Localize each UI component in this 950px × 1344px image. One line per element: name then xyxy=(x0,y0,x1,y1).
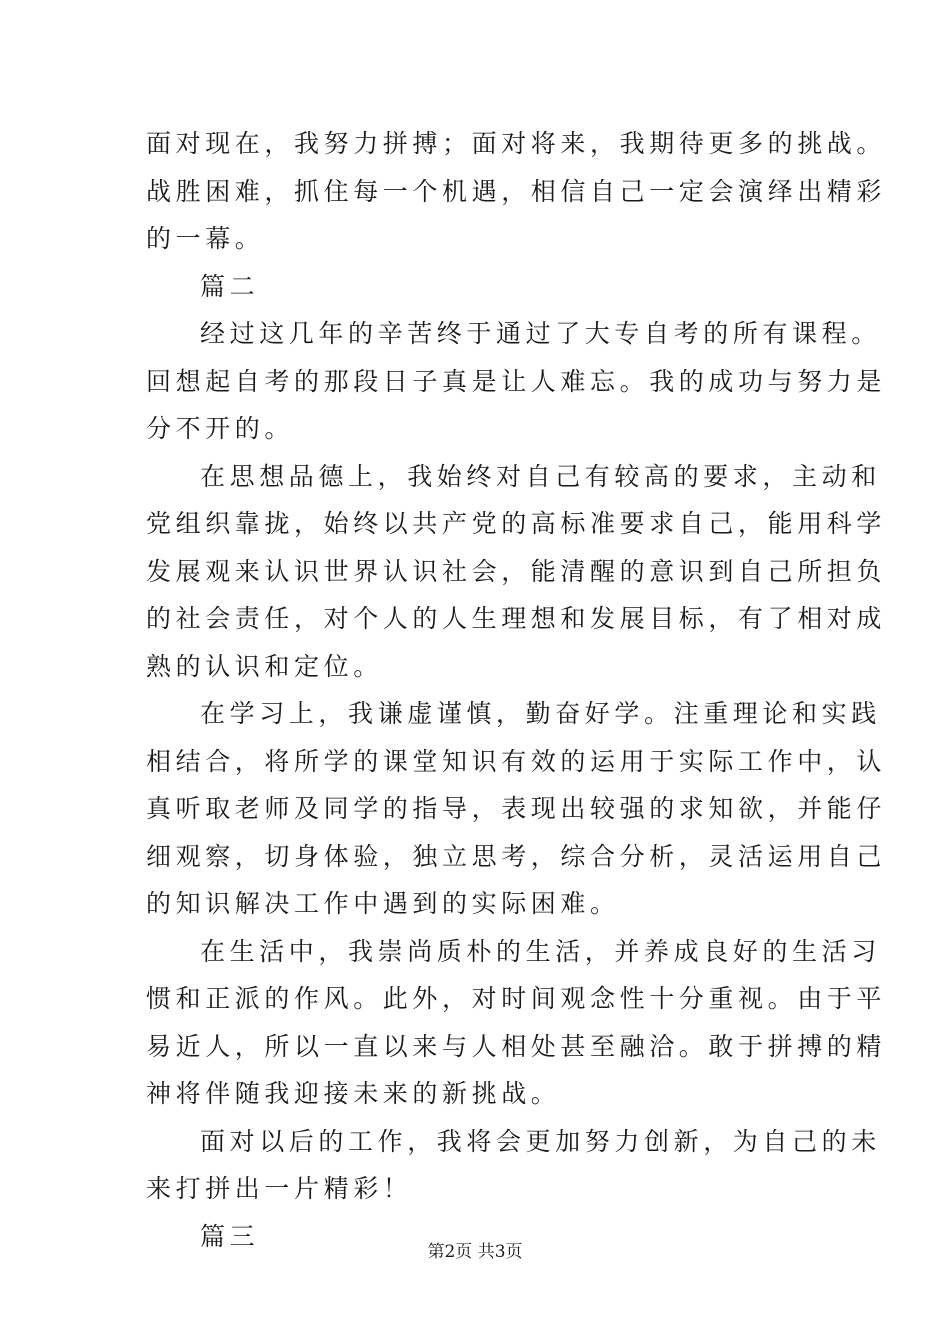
text-line: 惯和正派的作风。此外，对时间观念性十分重视。由于平 xyxy=(146,984,887,1013)
text-line: 分不开的。 xyxy=(146,414,295,443)
text-line: 的社会责任，对个人的人生理想和发展目标，有了相对成 xyxy=(146,604,887,633)
document-body xyxy=(146,120,887,1260)
text-line: 熟的认识和定位。 xyxy=(146,651,383,681)
paragraph-intro xyxy=(146,310,887,453)
paragraph-future xyxy=(146,1118,881,1213)
page-number: 第2页 共3页 xyxy=(427,1242,523,1262)
paragraph-ideology xyxy=(146,453,887,691)
text-line: 相结合，将所学的课堂知识有效的运用于实际工作中，认 xyxy=(146,746,887,776)
paragraph-study xyxy=(146,690,887,928)
text-line: 的知识解决工作中遇到的实际困难。 xyxy=(146,889,620,918)
text-line: 神将伴随我迎接未来的新挑战。 xyxy=(146,1079,561,1108)
paragraph-closing-part1 xyxy=(146,120,887,263)
text-line: 面对以后的工作，我将会更加努力创新，为自己的未 xyxy=(200,1126,881,1156)
text-line: 在学习上，我谦虚谨慎，勤奋好学。注重理论和实践 xyxy=(200,699,881,728)
text-line: 在生活中，我崇尚质朴的生活，并养成良好的生活习 xyxy=(200,936,881,966)
text-line: 党组织靠拢，始终以共产党的高标准要求自己，能用科学 xyxy=(146,509,887,538)
text-line: 发展观来认识世界认识社会，能清醒的意识到自己所担负 xyxy=(146,556,887,586)
text-line: 经过这几年的辛苦终于通过了大专自考的所有课程。 xyxy=(200,319,881,348)
section-heading-text: 篇二 xyxy=(200,271,260,301)
text-line: 战胜困难，抓住每一个机遇，相信自己一定会演绎出精彩 xyxy=(146,176,887,206)
text-line: 在思想品德上，我始终对自己有较高的要求，主动和 xyxy=(200,461,881,491)
text-line: 的一幕。 xyxy=(146,224,265,253)
section-heading-2 xyxy=(146,263,808,311)
text-line: 易近人，所以一直以来与人相处甚至融洽。敢于拼搏的精 xyxy=(146,1031,887,1061)
text-line: 回想起自考的那段日子真是让人难忘。我的成功与努力是 xyxy=(146,366,887,396)
text-line: 真听取老师及同学的指导，表现出较强的求知欲，并能仔 xyxy=(146,794,887,823)
page-footer xyxy=(0,1240,950,1264)
text-line: 面对现在，我努力拼搏；面对将来，我期待更多的挑战。 xyxy=(146,129,887,158)
text-line: 来打拼出一片精彩！ xyxy=(146,1174,413,1203)
text-line: 细观察，切身体验，独立思考，综合分析，灵活运用自己 xyxy=(146,841,887,871)
section-heading-text: 篇三 xyxy=(200,1221,260,1251)
paragraph-life xyxy=(146,928,887,1118)
